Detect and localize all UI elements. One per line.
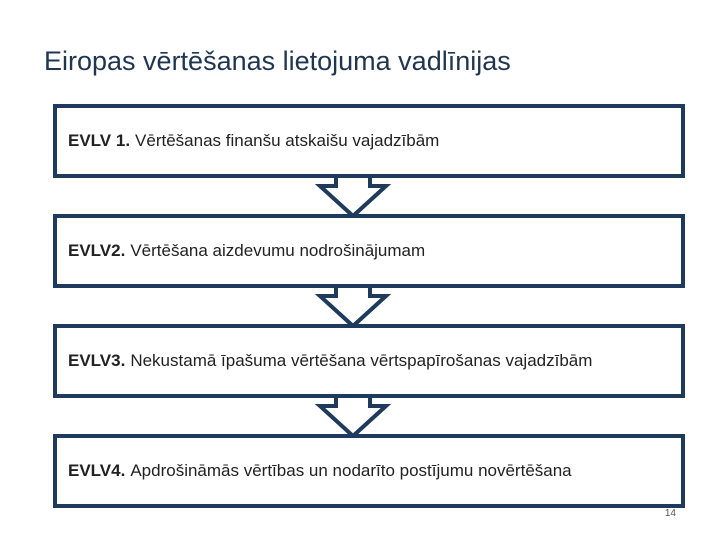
down-arrow-icon [320, 176, 386, 216]
step-text: Nekustamā īpašuma vērtēšana vērtspapīrošanas vajadzībām [130, 351, 593, 370]
step-box-evlv4 [53, 434, 685, 508]
step-box-evlv3 [53, 324, 685, 398]
down-arrow-icon [320, 396, 386, 436]
down-arrow-icon [320, 286, 386, 326]
page-title: Eiropas vērtēšanas lietojuma vadlīnijas [44, 46, 511, 76]
step-box-evlv2 [53, 214, 685, 288]
step-box-evlv1 [53, 104, 685, 178]
step-text: Vērtēšana aizdevumu nodrošinājumam [130, 241, 426, 260]
step-code: EVLV4. [68, 461, 126, 480]
page-number: 14 [664, 508, 676, 519]
step-text: Vērtēšanas finanšu atskaišu vajadzībām [135, 131, 440, 150]
step-code: EVLV2. [68, 241, 126, 260]
step-code: EVLV 1. [68, 131, 131, 150]
step-code: EVLV3. [68, 351, 126, 370]
step-text: Apdrošināmās vērtības un nodarīto postījumu novērtēšana [130, 461, 572, 480]
